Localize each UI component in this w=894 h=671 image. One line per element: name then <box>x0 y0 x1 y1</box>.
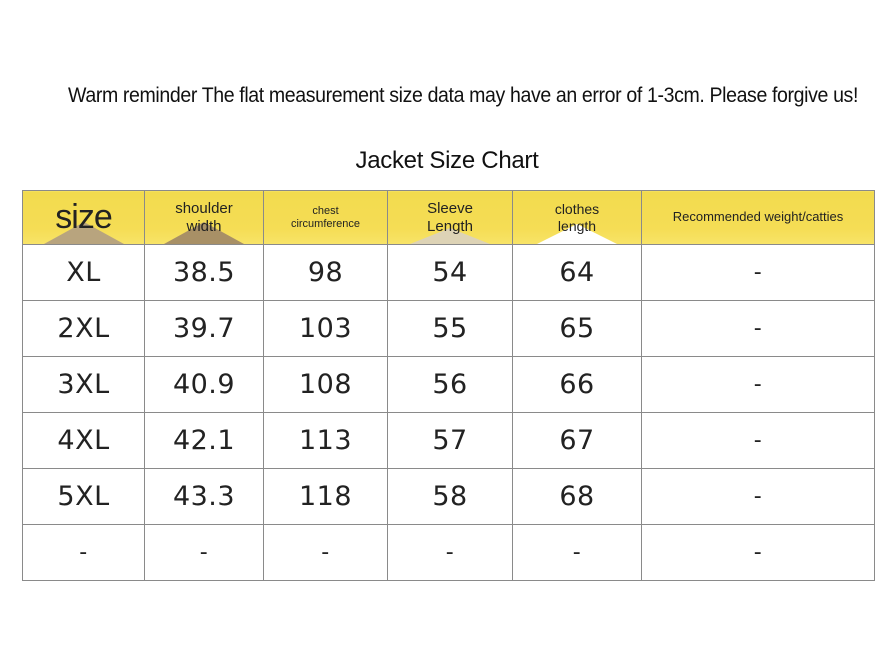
table-row <box>23 301 875 357</box>
cell-weight: - <box>642 413 875 469</box>
header-row <box>23 191 875 245</box>
cell-length: 68 <box>513 469 642 525</box>
cell-sleeve: - <box>388 525 513 581</box>
cell-size: 5XL <box>23 469 145 525</box>
cell-weight: - <box>642 469 875 525</box>
cell-sleeve: 57 <box>388 413 513 469</box>
header-clothes-length: clothes length <box>513 191 642 245</box>
cell-chest: - <box>264 525 388 581</box>
cell-shoulder: 38.5 <box>145 245 264 301</box>
cell-length: 67 <box>513 413 642 469</box>
cell-size: XL <box>23 245 145 301</box>
cell-length: 64 <box>513 245 642 301</box>
cell-weight: - <box>642 357 875 413</box>
cell-sleeve: 54 <box>388 245 513 301</box>
table-row <box>23 413 875 469</box>
cell-size: 2XL <box>23 301 145 357</box>
cell-shoulder: - <box>145 525 264 581</box>
cell-chest: 103 <box>264 301 388 357</box>
cell-shoulder: 43.3 <box>145 469 264 525</box>
cell-sleeve: 55 <box>388 301 513 357</box>
header-size: size <box>23 191 145 245</box>
cell-weight: - <box>642 525 875 581</box>
cell-weight: - <box>642 245 875 301</box>
cell-size: - <box>23 525 145 581</box>
size-chart-table <box>22 190 875 581</box>
cell-shoulder: 42.1 <box>145 413 264 469</box>
cell-sleeve: 58 <box>388 469 513 525</box>
cell-chest: 108 <box>264 357 388 413</box>
cell-size: 3XL <box>23 357 145 413</box>
cell-length: 65 <box>513 301 642 357</box>
cell-chest: 98 <box>264 245 388 301</box>
table-row <box>23 245 875 301</box>
cell-chest: 118 <box>264 469 388 525</box>
header-sleeve-length: Sleeve Length <box>388 191 513 245</box>
header-shoulder-width: shoulder width <box>145 191 264 245</box>
cell-length: 66 <box>513 357 642 413</box>
table-row <box>23 525 875 581</box>
cell-weight: - <box>642 301 875 357</box>
cell-shoulder: 40.9 <box>145 357 264 413</box>
cell-sleeve: 56 <box>388 357 513 413</box>
header-chest-circumference: chest circumference <box>264 191 388 245</box>
table-row <box>23 357 875 413</box>
cell-length: - <box>513 525 642 581</box>
cell-chest: 113 <box>264 413 388 469</box>
chart-title: Jacket Size Chart <box>355 147 539 174</box>
cell-size: 4XL <box>23 413 145 469</box>
measurement-notice: Warm reminder The flat measurement size data may have an error of 1-3cm. Please forgive us! <box>68 84 859 107</box>
cell-shoulder: 39.7 <box>145 301 264 357</box>
table-row <box>23 469 875 525</box>
header-recommended-weight: Recommended weight/catties <box>642 191 875 245</box>
